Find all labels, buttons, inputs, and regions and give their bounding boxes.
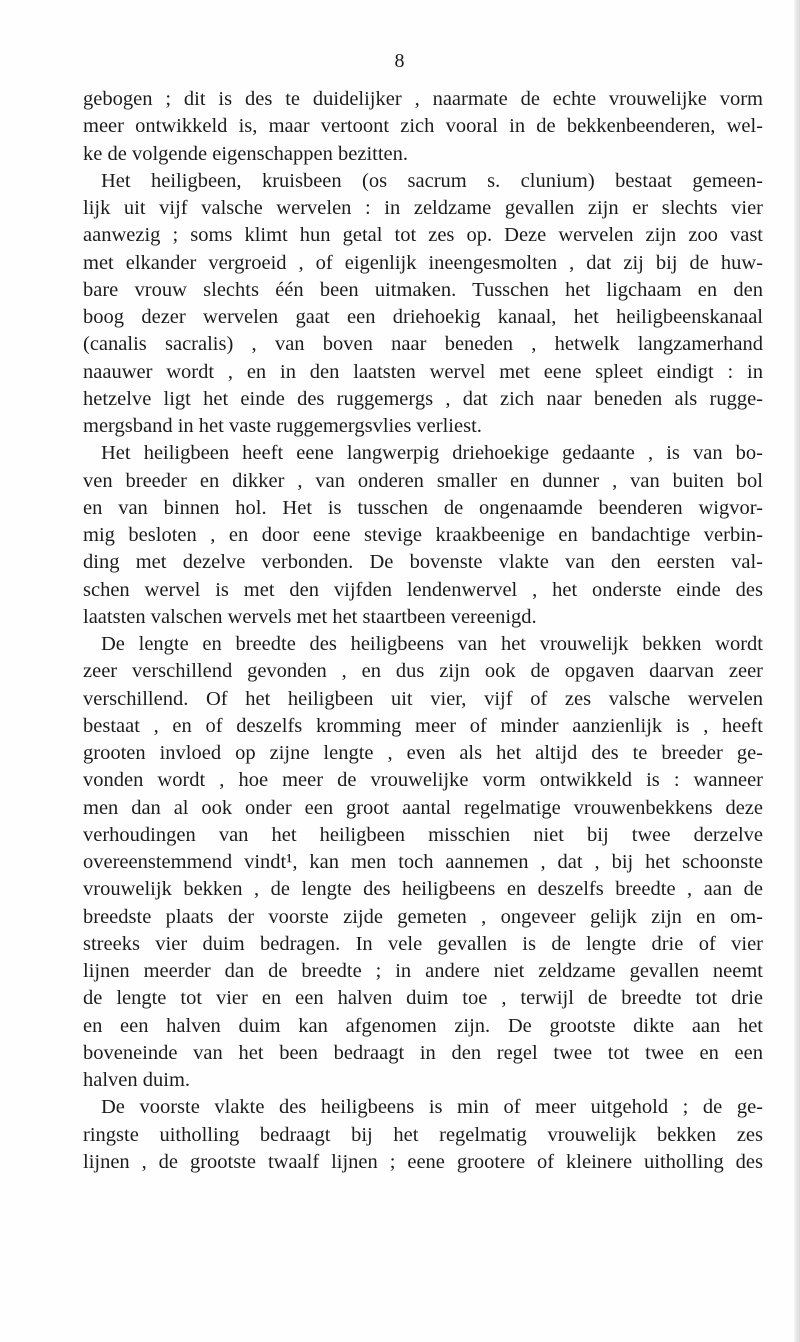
text-line: vonden wordt , hoe meer de vrouwelijke vorm ontwikkeld is : wanneer <box>83 769 763 792</box>
text-line: streeks vier duim bedragen. In vele gevallen is de lengte drie of vier <box>83 932 763 955</box>
body-text <box>83 86 763 1176</box>
text-line: schen wervel is met den vijfden lendenwervel , het onderste einde des <box>83 578 763 601</box>
text-line: breedste plaats der voorste zijde gemeten , ongeveer gelijk zijn en om- <box>83 905 763 928</box>
text-line: halven duim. <box>83 1069 191 1091</box>
text-line: overeenstemmend vindt¹, kan men toch aannemen , dat , bij het schoonste <box>83 851 763 873</box>
text-line: ke de volgende eigenschappen bezitten. <box>83 142 409 165</box>
text-line: lijnen meerder dan de breedte ; in andere niet zeldzame gevallen neemt <box>83 960 763 982</box>
text-line: De voorste vlakte des heiligbeens is min of meer uitgehold ; de ge- <box>101 1096 763 1119</box>
text-line: bestaat , en of deszelfs kromming meer of minder aanzienlijk is , heeft <box>83 714 763 737</box>
text-line: men dan al ook onder een groot aantal regelmatige vrouwenbekkens deze <box>83 796 763 819</box>
text-line: ven breeder en dikker , van onderen smaller en dunner , van buiten bol <box>83 469 763 492</box>
text-line: grooten invloed op zijne lengte , even als het altijd des te breeder ge- <box>83 742 763 764</box>
page-number: 8 <box>394 50 406 72</box>
text-line: lijk uit vijf valsche wervelen : in zeldzame gevallen zijn er slechts vier <box>83 197 763 219</box>
text-line: vrouwelijk bekken , de lengte des heiligbeens en deszelfs breedte , aan de <box>83 878 763 901</box>
text-line: mig besloten , en door eene stevige kraakbeenige en bandachtige verbin- <box>83 524 763 546</box>
text-line: lijnen , de grootste twaalf lijnen ; eene grootere of kleinere uitholling des <box>83 1150 763 1173</box>
text-line: boog dezer wervelen gaat een driehoekig kanaal, het heiligbeenskanaal <box>83 306 763 328</box>
text-line: mergsband in het vaste ruggemergsvlies verliest. <box>83 415 482 437</box>
text-line: verhoudingen van het heiligbeen misschien niet bij twee derzelve <box>83 823 763 846</box>
text-line: en een halven duim kan afgenomen zijn. De grootste dikte aan het <box>83 1014 763 1037</box>
text-line: ringste uitholling bedraagt bij het regelmatig vrouwelijk bekken zes <box>83 1123 763 1146</box>
text-line: verschillend. Of het heiligbeen uit vier, vijf of zes valsche wervelen <box>83 687 763 710</box>
text-line: (canalis sacralis) , van boven naar beneden , hetwelk langzamerhand <box>83 333 763 356</box>
text-line: boveneinde van het been bedraagt in den regel twee tot twee en een <box>83 1041 763 1064</box>
text-line: ding met dezelve verbonden. De bovenste vlakte van den eersten val- <box>83 551 763 574</box>
text-line: De lengte en breedte des heiligbeens van het vrouwelijk bekken wordt <box>101 633 763 655</box>
text-line: zeer verschillend gevonden , en dus zijn ook de opgaven daarvan zeer <box>83 660 763 683</box>
text-line: meer ontwikkeld is, maar vertoont zich vooral in de bekkenbeenderen, wel- <box>83 115 763 138</box>
text-line: naauwer wordt , en in den laatsten wervel met eene spleet eindigt : in <box>83 360 763 383</box>
text-line: met elkander vergroeid , of eigenlijk ineengesmolten , dat zij bij de huw- <box>83 251 763 274</box>
text-line: en van binnen hol. Het is tusschen de ongenaamde beenderen wigvor- <box>83 496 763 519</box>
text-line: Het heiligbeen, kruisbeen (os sacrum s. clunium) bestaat gemeen- <box>101 169 763 192</box>
text-line: aanwezig ; soms klimt hun getal tot zes op. Deze wervelen zijn zoo vast <box>83 224 763 247</box>
text-line: Het heiligbeen heeft eene langwerpig driehoekige gedaante , is van bo- <box>101 442 763 465</box>
text-line: bare vrouw slechts één been uitmaken. Tusschen het ligchaam en den <box>83 278 763 301</box>
text-line: de lengte tot vier en een halven duim toe , terwijl de breedte tot drie <box>83 987 763 1010</box>
text-line: hetzelve ligt het einde des ruggemergs , dat zich naar beneden als rugge- <box>83 387 763 410</box>
page-edge <box>794 0 800 1342</box>
text-line: gebogen ; dit is des te duidelijker , naarmate de echte vrouwelijke vorm <box>83 88 763 110</box>
text-line: laatsten valschen wervels met het staartbeen vereenigd. <box>83 605 537 628</box>
